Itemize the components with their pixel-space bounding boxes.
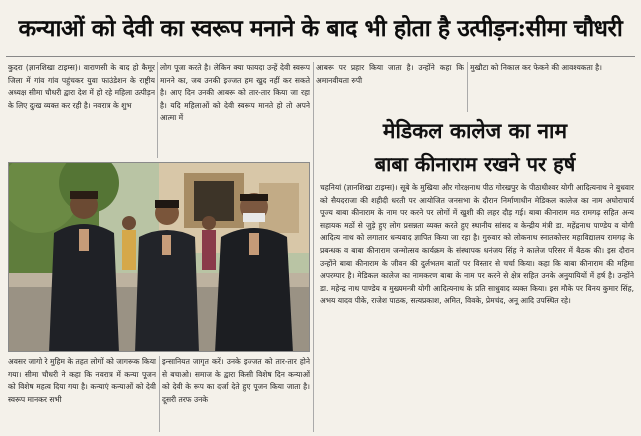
main-headline: कन्याओं को देवी का स्वरूप मनाने के बाद भी होता है उत्पीड़न:सीमा चौधरी: [18, 15, 623, 42]
story1-column-1: [8, 62, 155, 158]
story1-column-1-continued: [8, 356, 156, 432]
story2-headline-line1: मेडिकल कालेज का नाम: [382, 118, 568, 143]
story1-column-1-continued-text: अवसर जागो रे मुहिम के तहत लोगों को जागरूक किया गया। सीमा चौधरी ने कहा कि नवरात्र में कन्या पूजन को विशेष महत्व दिया गया है। कन्याएं कन्याओं को देवी स्वरूप मानकर सभी: [8, 357, 156, 404]
event-photo: [8, 162, 310, 352]
column-divider: [157, 62, 158, 158]
headline-divider: [6, 56, 635, 57]
story2-body: [320, 182, 634, 432]
column-divider: [467, 62, 468, 112]
story1-column-4-text: मुखौटा को निकाल कर फेकने की आवश्यकता है।: [470, 63, 602, 72]
column-divider: [313, 62, 314, 432]
story2-body-text: चहनियां (ज्ञानशिखा टाइम्स)। सूबे के मुखिया और गोरक्षनाथ पीठ गोरखपुर के पीठाधीश्वर योगी आदित्यनाथ ने बुधवार को सैयदराजा की शहीदी धरती पर आयोजित जनसभा के दौरान निर्माणाधीन मेडिकल कालेज का नाम अघोराचार्य पूज्य बाबा कीनाराम के नाम पर करने पर लोगों में खुशी की लहर दौड़ गई। बाबा कीनाराम मठ रामगढ़ सहित अन्य सहायक मठों से जुड़े हुए लोग प्रसन्नता व्यक्त करते हुए स्थानीय सांसद व केन्द्रीय मंत्री डा. महेंद्रनाथ पाण्डेय व योगी आदित्य नाथ को लगातार धन्यवाद ज्ञापित किया जा रहा है। गुरुवार को लोकनाथ स्नातकोत्तर महाविद्यालय रामगढ़ के प्रबन्धक व बाबा कीनाराम जन्मोत्सव कार्यक्रम के संस्थापक धनंजय सिंह ने कालेज परिसर में बैठक की। इस दौरान उन्होंने बाबा कीनाराम के जीवन की दुर्लभतम बातों पर विस्तार से चर्चा किया। कहा कि बाबा कीनाराम की महिमा अपरम्पार है। मेडिकल कालेज का नामकरण बाबा के नाम पर करने से क्षेत्र सहित उनके अनुयायियों में हर्ष है। उन्होंने डा. महेन्द्र नाथ पाण्डेय व मुख्यमन्त्री योगी आदित्यनाथ के प्रति साधुवाद व्यक्त किया। इस मौके पर विनय कुमार सिंह, अभय यादव पीके, राजेश पाठक, सत्यप्रकाश, अमित, विवके, प्रेमचंद, अनू आदि उपस्थित रहे।: [320, 183, 634, 306]
story1-column-3: [316, 62, 464, 112]
story1-column-2-text: लोग पूजा करते है। लेकिन क्या फायदा उन्हें देवी स्वरूप मानने का, जब उनकी इज्जत हम खुद नहीं कर सकते है। आए दिन उनकी आबरू को तार-तार किया जा रहा है। यदि महिलाओं को देवी स्वरूप मानते हो तो अपने आत्मा में: [160, 63, 310, 123]
column-divider: [159, 356, 160, 432]
story2-headline-line2: बाबा कीनाराम रखने पर हर्ष: [374, 152, 576, 176]
story1-column-2-continued-text: इन्सानियत जागृत करें। उनके इज्जत को तार-तार होने से बचाओ। समाज के द्वारा किसी विशेष दिन कन्याओं को देवी के रूप का दर्जा देते हुए पूजन किया जाता है। दूसरी तरफ उनके: [162, 357, 310, 404]
story1-column-3-text: आबरू पर प्रहार किया जाता है। उन्होंने कहा कि अमानवीयता रुपी: [316, 63, 464, 85]
story1-column-2-continued: [162, 356, 310, 432]
story1-column-4: [470, 62, 630, 112]
story1-column-1-text: कुदरा (ज्ञानशिखा टाइम्स)। वाराणसी के बाद हो कैमूर जिला में गांव गांव पहुंचकर युवा फाउंडेशन के राष्ट्रीय अध्यक्ष सीमा चौधरी द्वारा देश में हो रहे महिला उत्पीड़न के लिए दुःख व्यक्त कर रही है। नवरात्र के शुभ: [8, 63, 155, 110]
event-photo-illustration: [9, 163, 310, 352]
story1-column-2: [160, 62, 310, 158]
